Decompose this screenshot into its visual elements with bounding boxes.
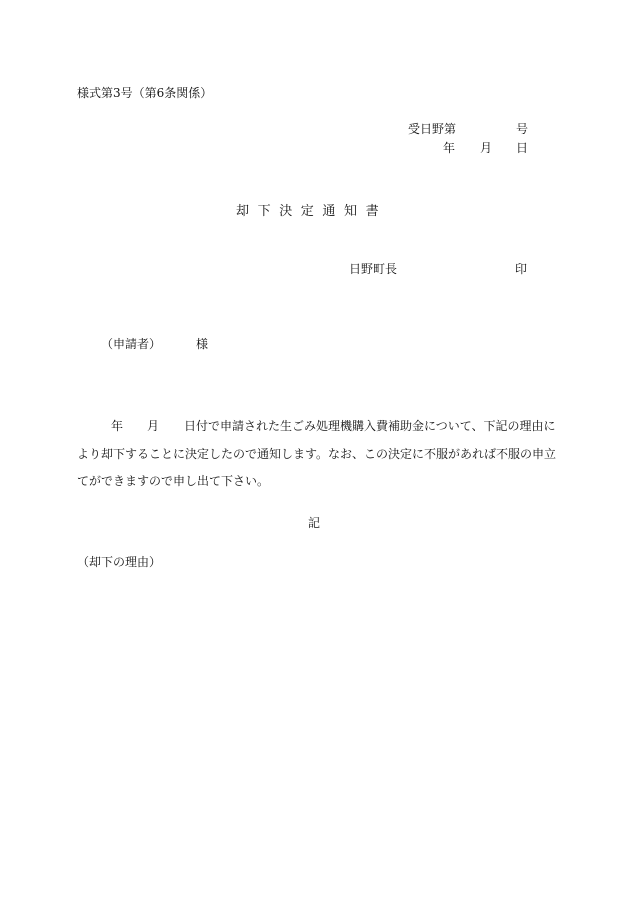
body-line-1-text: 日付で申請された生ごみ処理機購入費補助金について、下記の理由に — [184, 419, 556, 433]
reference-prefix: 受日野第 — [408, 122, 457, 136]
document-title: 却下決定通知書 — [236, 204, 388, 219]
applicant-honorific: 様 — [196, 337, 209, 351]
notice-body — [77, 413, 555, 496]
reason-heading: （却下の理由） — [77, 555, 162, 569]
ki-heading: 記 — [308, 516, 321, 530]
issuer-name: 日野町長 — [349, 262, 398, 276]
body-line-2: より却下することに決定したので通知します。なお、この決定に不服があれば不服の申立 — [77, 446, 557, 461]
form-number: 様式第3号（第6条関係） — [77, 86, 213, 100]
body-month-label: 月 — [147, 419, 160, 433]
reference-suffix: 号 — [516, 122, 529, 136]
date-year-label: 年 — [443, 141, 456, 155]
seal-mark: 印 — [515, 262, 528, 276]
date-day-label: 日 — [516, 141, 529, 155]
body-year-label: 年 — [111, 419, 124, 433]
body-line-3: てができますので申し出て下さい。 — [77, 474, 270, 488]
body-line-1 — [77, 413, 555, 441]
applicant-label: （申請者） — [101, 337, 162, 351]
date-month-label: 月 — [480, 141, 493, 155]
